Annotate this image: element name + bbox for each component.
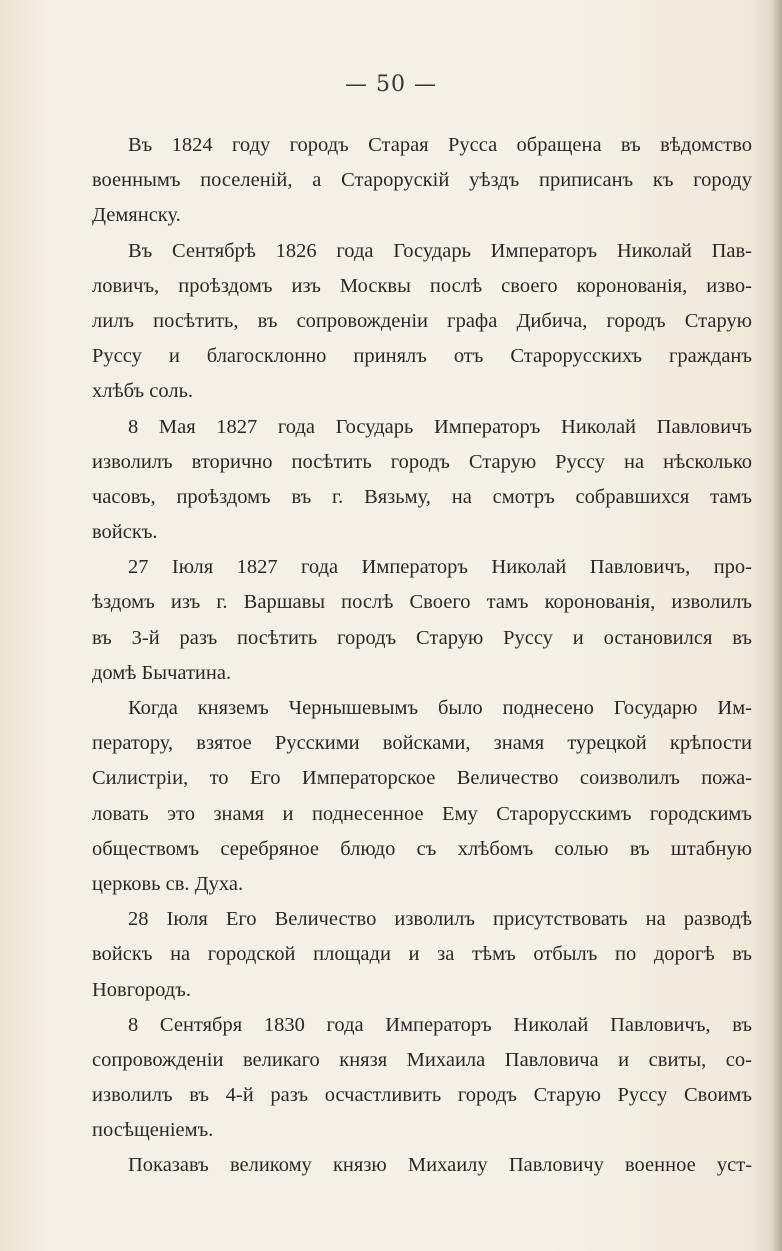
text-line: ловать это знамя и поднесенное Ему Старорусскимъ городскимъ bbox=[92, 802, 752, 825]
text-line: ловичъ, проѣздомъ изъ Москвы послѣ своего коронованiя, изво- bbox=[92, 274, 752, 297]
paragraph bbox=[92, 550, 752, 691]
text-line: обществомъ серебряное блюдо съ хлѣбомъ солью въ штабную bbox=[92, 837, 752, 860]
paragraph bbox=[92, 410, 752, 551]
text-line: Новгородъ. bbox=[92, 978, 191, 1001]
text-line: 8 Сентября 1830 года Императоръ Николай Павловичъ, въ bbox=[128, 1013, 752, 1036]
text-line: 27 Iюля 1827 года Императоръ Николай Павловичъ, про- bbox=[128, 556, 752, 579]
page-edge-shadow bbox=[772, 0, 782, 1251]
text-line: Демянску. bbox=[92, 204, 181, 227]
text-line: военнымъ поселенiй, а Староруcкiй уѣздъ приписанъ къ городу bbox=[92, 169, 752, 192]
text-line: Силистрiи, то Его Императорское Величество соизволилъ пожа- bbox=[92, 767, 752, 790]
text-line: войскъ на городской площади и за тѣмъ отбылъ по дорогѣ въ bbox=[92, 943, 752, 966]
text-line: изволилъ въ 4-й разъ осчастливить городъ Старую Руссу Своимъ bbox=[92, 1084, 752, 1107]
text-line: Когда княземъ Чернышевымъ было поднесено Государю Им- bbox=[128, 697, 752, 719]
text-line: Въ Сентябрѣ 1826 года Государь Императоръ Николай Пав- bbox=[128, 239, 752, 262]
text-line: ѣздомъ изъ г. Варшавы послѣ Своего тамъ коронованiя, изволилъ bbox=[92, 591, 752, 614]
text-line: сопровожденiи великаго князя Михаила Павловича и свиты, со- bbox=[92, 1048, 752, 1071]
text-line: изволилъ вторично посѣтить городъ Старую Руссу на нѣсколько bbox=[92, 450, 752, 473]
text-line: Руссу и благосклонно принялъ отъ Старорусскихъ гражданъ bbox=[92, 345, 752, 368]
paragraph bbox=[92, 1148, 752, 1183]
page-number: — 50 — bbox=[345, 72, 437, 97]
text-line: домѣ Бычатина. bbox=[92, 661, 232, 684]
text-line: войскъ. bbox=[92, 521, 158, 544]
paragraph bbox=[92, 691, 752, 902]
text-line: 28 Iюля Его Величество изволилъ присутствовать на разводѣ bbox=[128, 908, 752, 931]
body-text bbox=[92, 128, 752, 1184]
paragraph bbox=[92, 128, 752, 234]
text-line: лилъ посѣтить, въ сопровожденiи графа Дибича, городъ Старую bbox=[92, 309, 752, 332]
text-line: Въ 1824 году городъ Старая Русса обращена въ вѣдомство bbox=[128, 134, 752, 156]
paragraph bbox=[92, 1008, 752, 1149]
text-line: хлѣбъ соль. bbox=[92, 380, 194, 403]
text-line: въ 3-й разъ посѣтить городъ Старую Руссу и остановился въ bbox=[92, 626, 752, 649]
text-line: 8 Мая 1827 года Государь Императоръ Николай Павловичъ bbox=[128, 415, 752, 438]
text-line: Показавъ великому князю Михаилу Павловичу военное уст- bbox=[128, 1154, 752, 1177]
text-line: часовъ, проѣздомъ въ г. Вязьму, на смотръ собравшихся тамъ bbox=[92, 485, 752, 508]
text-line: ператору, взятое Русскими войсками, знамя турецкой крѣпости bbox=[92, 732, 752, 755]
text-line: церковь св. Духа. bbox=[92, 872, 244, 895]
paragraph bbox=[92, 902, 752, 1008]
text-line: посѣщенiемъ. bbox=[92, 1119, 214, 1142]
paragraph bbox=[92, 234, 752, 410]
